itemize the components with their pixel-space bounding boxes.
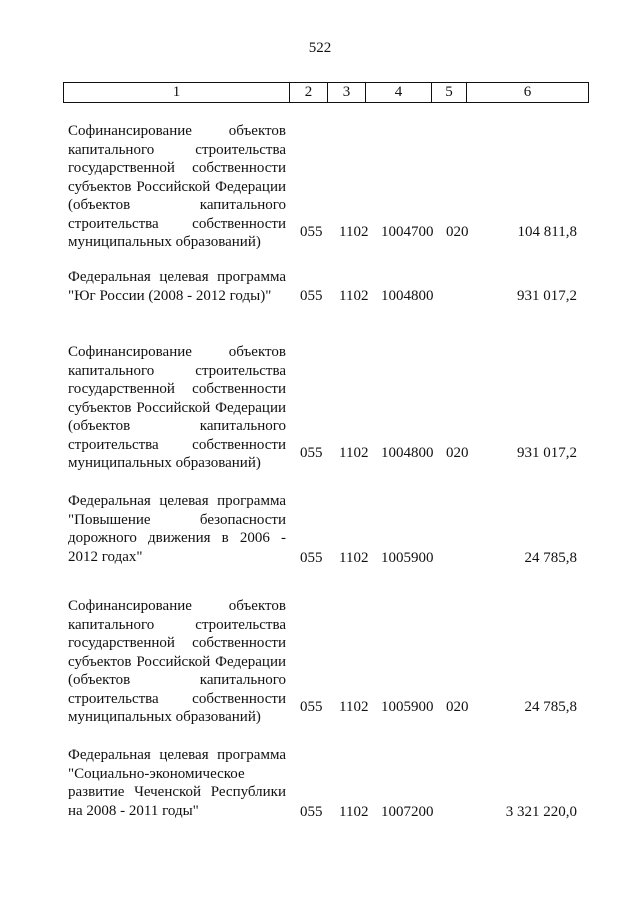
description-line: Федеральная целевая программа [68, 493, 286, 509]
row-description [68, 122, 286, 252]
admin-code: 055 [300, 287, 323, 304]
table-row [0, 746, 640, 821]
description-line: (объектов капитального [68, 197, 286, 213]
description-line: (объектов капитального [68, 418, 286, 434]
description-line: субъектов Российской Федерации [68, 178, 286, 195]
expense-type-code: 020 [446, 223, 469, 240]
row-description [68, 746, 286, 820]
amount: 24 785,8 [524, 549, 577, 566]
column-header-row [64, 83, 589, 103]
description-line: муниципальных образований) [68, 234, 261, 250]
admin-code: 055 [300, 698, 323, 715]
column-header-table [63, 82, 589, 103]
description-line: "Социально-экономическое [68, 765, 245, 782]
row-description [68, 268, 286, 305]
section-code: 1102 [339, 444, 369, 461]
description-line: Софинансирование объектов [68, 598, 286, 614]
description-line: "Юг России (2008 - 2012 годы)" [68, 287, 272, 304]
section-code: 1102 [339, 803, 369, 820]
admin-code: 055 [300, 223, 323, 240]
amount: 24 785,8 [524, 698, 577, 715]
description-line: на 2008 - 2011 годы" [68, 802, 199, 819]
column-header-6: 6 [467, 83, 589, 103]
description-line: субъектов Российской Федерации [68, 399, 286, 416]
description-line: муниципальных образований) [68, 455, 261, 471]
section-code: 1102 [339, 549, 369, 566]
amount: 3 321 220,0 [505, 803, 577, 820]
description-line: Софинансирование объектов [68, 344, 286, 360]
description-line: 2012 годах" [68, 548, 143, 565]
admin-code: 055 [300, 444, 323, 461]
description-line: Федеральная целевая программа [68, 269, 286, 285]
target-article-code: 1004800 [381, 444, 434, 461]
table-row [0, 492, 640, 567]
column-header-3: 3 [328, 83, 366, 103]
amount: 104 811,8 [517, 223, 577, 240]
description-line: (объектов капитального [68, 672, 286, 688]
section-code: 1102 [339, 698, 369, 715]
amount: 931 017,2 [517, 444, 577, 461]
row-description [68, 492, 286, 566]
expense-type-code: 020 [446, 444, 469, 461]
section-code: 1102 [339, 287, 369, 304]
description-line: строительства собственности [68, 690, 286, 707]
amount: 931 017,2 [517, 287, 577, 304]
description-line: строительства собственности [68, 436, 286, 453]
description-line: государственной собственности [68, 381, 286, 397]
target-article-code: 1007200 [381, 803, 434, 820]
description-line: государственной собственности [68, 635, 286, 651]
description-line: капитального строительства [68, 616, 286, 633]
description-line: развитие Чеченской Республики [68, 784, 286, 800]
table-row [0, 597, 640, 725]
row-description [68, 343, 286, 473]
column-header-4: 4 [366, 83, 432, 103]
target-article-code: 1005900 [381, 698, 434, 715]
admin-code: 055 [300, 549, 323, 566]
description-line: строительства собственности [68, 215, 286, 232]
admin-code: 055 [300, 803, 323, 820]
table-row [0, 122, 640, 250]
target-article-code: 1004800 [381, 287, 434, 304]
target-article-code: 1005900 [381, 549, 434, 566]
description-line: Федеральная целевая программа [68, 747, 286, 763]
description-line: субъектов Российской Федерации [68, 653, 286, 670]
column-header-2: 2 [290, 83, 328, 103]
description-line: "Повышение безопасности [68, 511, 286, 528]
table-row [0, 268, 640, 305]
section-code: 1102 [339, 223, 369, 240]
table-row [0, 343, 640, 471]
target-article-code: 1004700 [381, 223, 434, 240]
page-number: 522 [308, 40, 332, 56]
description-line: муниципальных образований) [68, 709, 261, 725]
description-line: дорожного движения в 2006 - [68, 530, 286, 546]
column-header-5: 5 [432, 83, 467, 103]
column-header-1: 1 [64, 83, 290, 103]
description-line: капитального строительства [68, 141, 286, 158]
description-line: капитального строительства [68, 362, 286, 379]
expense-type-code: 020 [446, 698, 469, 715]
description-line: государственной собственности [68, 160, 286, 176]
description-line: Софинансирование объектов [68, 123, 286, 139]
row-description [68, 597, 286, 727]
